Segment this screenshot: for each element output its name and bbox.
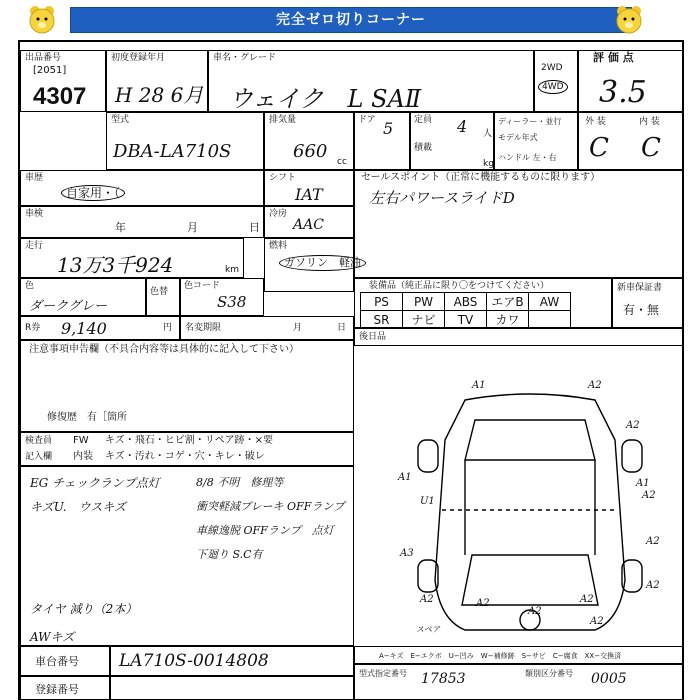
capacity-value: 4 bbox=[457, 117, 468, 136]
shaken-label: 型式指定番号 bbox=[359, 669, 407, 678]
inspection-label: 車検 bbox=[25, 209, 44, 219]
legend-cell bbox=[354, 646, 684, 664]
reg-value-cell bbox=[110, 676, 354, 700]
chassis-label: 車台番号 bbox=[35, 655, 79, 668]
banner-title: 完全ゼロ切りコーナー bbox=[70, 7, 632, 33]
lot-box: [2051] bbox=[33, 65, 67, 76]
rating-label: 評 価 点 bbox=[593, 51, 634, 64]
equipment-item: PW bbox=[403, 293, 445, 311]
damage-mark: A2 bbox=[580, 594, 594, 605]
note-line: タイヤ 減り（2本） bbox=[30, 602, 138, 616]
damage-mark: A2 bbox=[642, 490, 656, 501]
equipment-item: AW bbox=[529, 293, 571, 311]
interior-items: キズ・汚れ・コゲ・穴・キレ・破レ bbox=[105, 451, 265, 462]
exterior-grade: C bbox=[589, 133, 609, 163]
equipment-item: TV bbox=[445, 311, 487, 329]
damage-mark: A2 bbox=[626, 420, 640, 431]
spec-cell bbox=[354, 664, 684, 700]
equipment-item: エアB bbox=[487, 293, 529, 311]
shift-label: シフト bbox=[269, 173, 297, 183]
handle-label: ハンドル 左・右 bbox=[498, 153, 557, 162]
doors-value: 5 bbox=[383, 119, 394, 138]
name-change-month: 月 bbox=[293, 323, 303, 333]
displacement-value: 660 bbox=[293, 141, 328, 162]
name-change-label: 名変期限 bbox=[185, 323, 222, 333]
equipment-table bbox=[360, 292, 571, 329]
exterior-label: 外 装 bbox=[585, 117, 606, 127]
model-year-label: モデル年式 bbox=[498, 133, 538, 142]
damage-mark: A1 bbox=[636, 478, 650, 489]
shift-cell bbox=[264, 170, 354, 206]
dealer-cell bbox=[494, 112, 578, 170]
2wd-label: 2WD bbox=[541, 63, 563, 73]
capacity-label: 定員 bbox=[414, 115, 433, 125]
history-value: 自家用・（ bbox=[61, 185, 125, 201]
color-change-label: 色替 bbox=[150, 287, 169, 297]
equipment-item: ナビ bbox=[403, 311, 445, 329]
model-label: 車名・グレード bbox=[213, 53, 277, 63]
chassis-label-cell bbox=[20, 646, 110, 676]
drive-cell bbox=[534, 50, 578, 112]
interior-box-label: 内装 bbox=[73, 451, 93, 462]
interior-label: 内 装 bbox=[639, 117, 660, 127]
cooling-cell bbox=[264, 206, 354, 238]
inspection-year: 年 bbox=[115, 221, 126, 234]
notes-cell bbox=[20, 340, 354, 432]
km-unit: km bbox=[225, 265, 239, 275]
damage-mark: A2 bbox=[588, 380, 602, 391]
note-line: 8/8 不明 修理等 bbox=[196, 476, 284, 489]
history-cell bbox=[20, 170, 264, 206]
r-ticket-cell bbox=[20, 316, 180, 340]
fw-items: キズ・飛石・ヒビ割・リペア跡・×要 bbox=[105, 435, 273, 446]
displacement-cell bbox=[264, 112, 354, 170]
damage-mark: A1 bbox=[398, 472, 412, 483]
equipment-label: 装備品（純正品に限り〇をつけてください） bbox=[369, 281, 550, 291]
first-reg-value: H 28 6月 bbox=[115, 83, 204, 107]
legend-text: A−キズ E−エクボ U−凹み W−補修跡 S−サビ C−腐食 XX−交換済 bbox=[379, 652, 622, 660]
sales-point-label: セールスポイント（正常に機能するものに限ります） bbox=[361, 172, 601, 183]
inspector-label: 検査員 bbox=[25, 436, 53, 446]
fw-label: FW bbox=[73, 435, 89, 446]
first-reg-cell bbox=[106, 50, 208, 112]
note-line: 車線逸脱 OFFランプ 点灯 bbox=[196, 524, 334, 537]
model-value: ウェイク L SAⅡ bbox=[229, 85, 422, 113]
inspection-day: 日 bbox=[249, 221, 260, 234]
mileage-label: 走行 bbox=[25, 241, 44, 251]
handwritten-notes bbox=[20, 466, 354, 646]
history-label: 車歴 bbox=[25, 173, 44, 183]
note-line: 衝突軽減ブレーキ OFFランプ bbox=[196, 500, 345, 513]
mileage-cell bbox=[20, 238, 244, 278]
fuel-label: 燃料 bbox=[269, 241, 288, 251]
dealer-label: ディーラー・並行 bbox=[498, 117, 562, 126]
yen-unit: 円 bbox=[163, 323, 173, 333]
equipment-item: PS bbox=[361, 293, 403, 311]
color-change-cell bbox=[146, 278, 180, 316]
mileage-value: 13万3千924 bbox=[57, 253, 174, 277]
reg-label: 登録番号 bbox=[35, 683, 79, 696]
warranty-value: 有・無 bbox=[623, 303, 660, 317]
entry-label: 記入欄 bbox=[25, 452, 53, 462]
note-line: 下廻り S.C有 bbox=[196, 548, 263, 561]
damage-mark: U1 bbox=[420, 496, 435, 507]
equipment-row bbox=[361, 311, 571, 329]
lot-cell bbox=[20, 50, 106, 112]
people-unit: 人 bbox=[483, 129, 493, 139]
damage-mark: A1 bbox=[472, 380, 486, 391]
damage-mark: A2 bbox=[420, 594, 434, 605]
type-label: 型式 bbox=[111, 115, 130, 125]
sales-point-value: 左右パワースライドD bbox=[369, 189, 515, 207]
reg-label-cell bbox=[20, 676, 110, 700]
doors-cell bbox=[354, 112, 410, 170]
damage-mark: A2 bbox=[646, 536, 660, 547]
damage-mark: A2 bbox=[590, 616, 604, 627]
fuel-cell bbox=[264, 238, 361, 292]
cooling-value: AAC bbox=[293, 217, 324, 233]
color-cell bbox=[20, 278, 146, 316]
warranty-cell bbox=[612, 278, 684, 328]
damage-mark: A3 bbox=[400, 548, 414, 559]
bear-mascot-icon bbox=[614, 5, 644, 35]
doors-label: ドア bbox=[358, 115, 376, 125]
color-code-cell bbox=[180, 278, 264, 316]
lot-number: 4307 bbox=[33, 83, 87, 110]
inspection-month: 月 bbox=[187, 221, 198, 234]
damage-mark: A2 bbox=[476, 598, 490, 609]
class-value: 0005 bbox=[591, 671, 627, 687]
bear-mascot-icon bbox=[27, 5, 57, 35]
color-code-value: S38 bbox=[217, 293, 247, 311]
post-fit-label: 後日品 bbox=[359, 332, 387, 342]
note-line: キズU. ウスキズ bbox=[30, 500, 126, 514]
name-change-day: 日 bbox=[337, 323, 347, 333]
cooling-label: 冷房 bbox=[269, 209, 288, 219]
equipment-item bbox=[529, 311, 571, 329]
equipment-item: ABS bbox=[445, 293, 487, 311]
color-value: ダークグレー bbox=[29, 299, 108, 314]
grade-cell bbox=[578, 112, 684, 170]
rating-value: 3.5 bbox=[599, 75, 647, 110]
cc-unit: cc bbox=[337, 157, 347, 167]
sales-point-cell bbox=[354, 170, 684, 278]
r-ticket-value: 9,140 bbox=[61, 319, 107, 338]
header-banner bbox=[0, 0, 700, 40]
shaken-value: 17853 bbox=[421, 671, 466, 687]
r-ticket-label: R券 bbox=[25, 323, 41, 333]
first-reg-label: 初度登録年月 bbox=[111, 53, 166, 63]
warranty-label: 新車保証書 bbox=[617, 283, 663, 293]
chassis-value: LA710S-0014808 bbox=[119, 651, 269, 671]
color-code-label: 色コード bbox=[184, 281, 221, 291]
post-fit-cell bbox=[354, 328, 684, 346]
spare-mark: スペア bbox=[416, 625, 440, 634]
damage-mark: A2 bbox=[646, 580, 660, 591]
interior-grade: C bbox=[641, 133, 661, 163]
class-label: 類別区分番号 bbox=[525, 669, 573, 678]
chassis-value-cell bbox=[110, 646, 354, 676]
kg-unit: kg bbox=[483, 159, 494, 169]
rating-cell bbox=[578, 50, 684, 112]
note-line: AWキズ bbox=[30, 630, 75, 644]
car-damage-diagram bbox=[380, 380, 680, 645]
name-change-cell bbox=[180, 316, 354, 340]
lot-label: 出品番号 bbox=[25, 53, 62, 63]
color-label: 色 bbox=[25, 281, 35, 291]
shift-value: IAT bbox=[295, 185, 323, 204]
fuel-value: ガソリン 軽油 bbox=[279, 255, 366, 271]
notes-label: 注意事項申告欄（不具合内容等は具体的に記入して下さい） bbox=[29, 344, 299, 355]
capacity-cell bbox=[410, 112, 494, 170]
inspection-cell bbox=[20, 206, 264, 238]
4wd-label: 4WD bbox=[538, 80, 568, 94]
model-cell bbox=[208, 50, 534, 112]
type-value: DBA-LA710S bbox=[113, 141, 232, 162]
equipment-item: SR bbox=[361, 311, 403, 329]
repair-history-label: 修復歴 有［箇所 bbox=[47, 412, 127, 423]
displacement-label: 排気量 bbox=[269, 115, 297, 125]
note-line: EG チェックランプ点灯 bbox=[30, 476, 160, 490]
equipment-item: カワ bbox=[487, 311, 529, 329]
type-cell bbox=[106, 112, 264, 170]
inspector-cell bbox=[20, 432, 354, 466]
equipment-row bbox=[361, 293, 571, 311]
load-label: 積載 bbox=[414, 143, 433, 153]
damage-mark: A2 bbox=[528, 606, 542, 617]
